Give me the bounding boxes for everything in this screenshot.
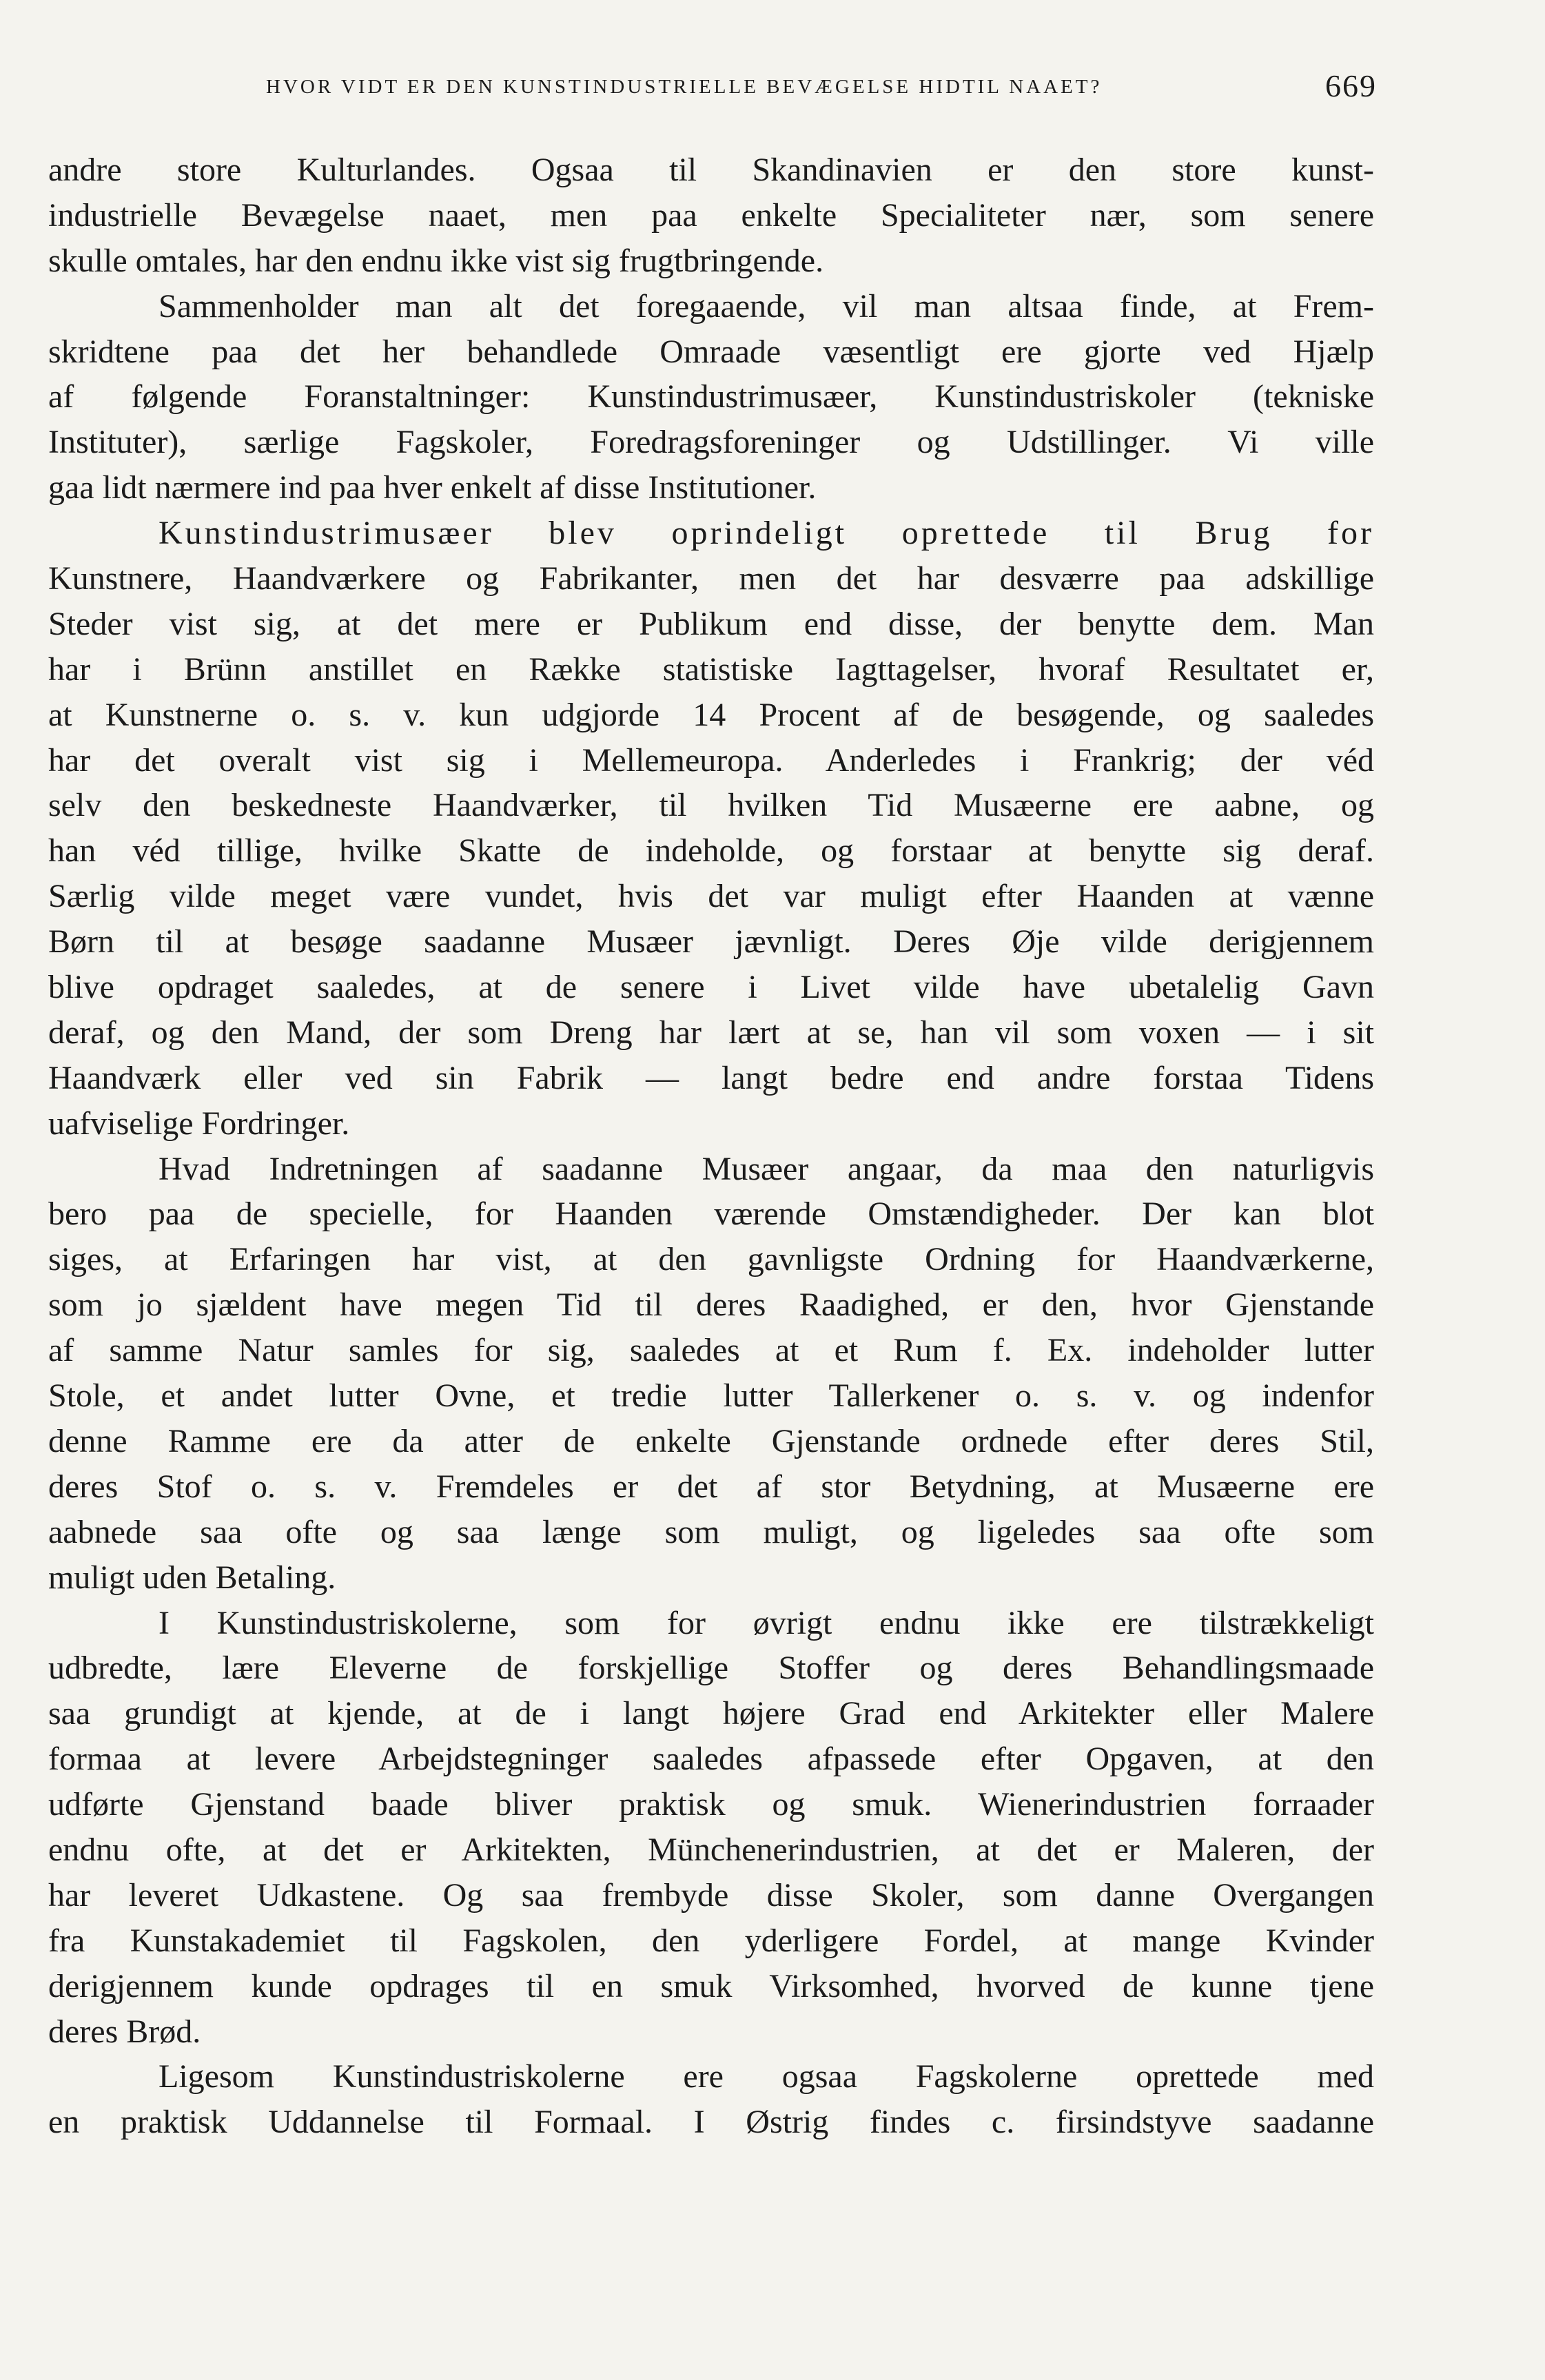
text-line: uafviselige Fordringer. <box>48 1105 350 1142</box>
running-header <box>266 66 1377 114</box>
running-title: HVOR VIDT ER DEN KUNSTINDUSTRIELLE BEVÆGELSE HIDTIL NAAET? <box>266 76 1103 98</box>
text-line: siges, at Erfaringen har vist, at den gavnligste Ordning for Haandværkerne, <box>48 1241 1374 1278</box>
text-line: Stole, et andet lutter Ovne, et tredie lutter Tallerkener o. s. v. og indenfor <box>48 1377 1374 1415</box>
page-number: 669 <box>1325 68 1377 103</box>
text-line: Særlig vilde meget være vundet, hvis det var muligt efter Haanden at vænne <box>48 878 1374 915</box>
text-line: har leveret Udkastene. Og saa frembyde disse Skoler, som danne Overgangen <box>48 1876 1374 1914</box>
text-line: formaa at levere Arbejdstegninger saaledes afpassede efter Opgaven, at den <box>48 1741 1374 1778</box>
text-line: bero paa de specielle, for Haanden værende Omstændigheder. Der kan blot <box>48 1196 1374 1233</box>
text-line: Børn til at besøge saadanne Musæer jævnligt. Deres Øje vilde derigjennem <box>48 923 1374 961</box>
text-line: deres Stof o. s. v. Fremdeles er det af stor Betydning, at Musæerne ere <box>48 1468 1374 1505</box>
text-line: en praktisk Uddannelse til Formaal. I Østrig findes c. firsindstyve saadanne <box>48 2104 1374 2141</box>
text-line: fra Kunstakademiet til Fagskolen, den yderligere Fordel, at mange Kvinder <box>48 1922 1374 1959</box>
text-line: af samme Natur samles for sig, saaledes at et Rum f. Ex. indeholder lutter <box>48 1332 1374 1369</box>
text-line: andre store Kulturlandes. Ogsaa til Skandinavien er den store kunst- <box>48 152 1374 188</box>
text-line: denne Ramme ere da atter de enkelte Gjenstande ordnede efter deres Stil, <box>48 1422 1374 1459</box>
text-line: skulle omtales, har den endnu ikke vist sig frugtbringende. <box>48 242 824 279</box>
text-line: gaa lidt nærmere ind paa hver enkelt af disse Institutioner. <box>48 469 817 506</box>
text-line: Haandværk eller ved sin Fabrik — langt bedre end andre forstaa Tidens <box>48 1059 1374 1096</box>
text-line: Steder vist sig, at det mere er Publikum end disse, der benytte dem. Man <box>48 605 1374 642</box>
text-line: Kunstnere, Haandværkere og Fabrikanter, men det har desværre paa adskillige <box>48 560 1374 597</box>
text-line: at Kunstnerne o. s. v. kun udgjorde 14 Procent af de besøgende, og saaledes <box>48 696 1374 733</box>
text-line: skridtene paa det her behandlede Omraade væsentligt ere gjorte ved Hjælp <box>48 333 1374 370</box>
text-line: selv den beskedneste Haandværker, til hvilken Tid Musæerne ere aabne, og <box>48 787 1374 824</box>
text-line: har det overalt vist sig i Mellemeuropa. Anderledes i Frankrig; der véd <box>48 741 1374 779</box>
text-line: saa grundigt at kjende, at de i langt højere Grad end Arkitekter eller Malere <box>48 1695 1374 1732</box>
text-line: industrielle Bevægelse naaet, men paa enkelte Specialiteter nær, som senere <box>48 196 1374 234</box>
text-line: Kunstindustrimusæer blev oprindeligt oprettede til Brug for <box>158 515 1374 552</box>
body-text <box>48 147 1374 2145</box>
text-line: endnu ofte, at det er Arkitekten, Münchenerindustrien, at det er Maleren, der <box>48 1831 1374 1868</box>
text-line: Instituter), særlige Fagskoler, Foredragsforeninger og Udstillinger. Vi ville <box>48 424 1374 461</box>
text-line: derigjennem kunde opdrages til en smuk Virksomhed, hvorved de kunne tjene <box>48 1967 1374 2004</box>
text-line: muligt uden Betaling. <box>48 1559 336 1596</box>
text-line: deraf, og den Mand, der som Dreng har lært at se, han vil som voxen — i sit <box>48 1014 1374 1051</box>
text-line: han véd tillige, hvilke Skatte de indeholde, og forstaar at benytte sig deraf. <box>48 832 1374 870</box>
text-line: Sammenholder man alt det foregaaende, vil man altsaa finde, at Frem- <box>158 287 1374 325</box>
text-line: udførte Gjenstand baade bliver praktisk og smuk. Wienerindustrien forraader <box>48 1786 1374 1823</box>
text-line: af følgende Foranstaltninger: Kunstindustrimusæer, Kunstindustriskoler (tekniske <box>48 378 1374 416</box>
text-line: har i Brünn anstillet en Række statistiske Iagttagelser, hvoraf Resultatet er, <box>48 650 1374 688</box>
text-line: udbredte, lære Eleverne de forskjellige Stoffer og deres Behandlingsmaade <box>48 1650 1374 1687</box>
text-line: I Kunstindustriskolerne, som for øvrigt endnu ikke ere tilstrækkeligt <box>158 1604 1374 1641</box>
text-line: Ligesom Kunstindustriskolerne ere ogsaa Fagskolerne oprettede med <box>158 2058 1374 2095</box>
text-line: Hvad Indretningen af saadanne Musæer angaar, da maa den naturligvis <box>158 1150 1374 1187</box>
text-line: blive opdraget saaledes, at de senere i Livet vilde have ubetalelig Gavn <box>48 969 1374 1006</box>
text-line: som jo sjældent have megen Tid til deres Raadighed, er den, hvor Gjenstande <box>48 1286 1374 1324</box>
text-line: deres Brød. <box>48 2013 201 2050</box>
text-line: aabnede saa ofte og saa længe som muligt, og ligeledes saa ofte som <box>48 1513 1374 1550</box>
